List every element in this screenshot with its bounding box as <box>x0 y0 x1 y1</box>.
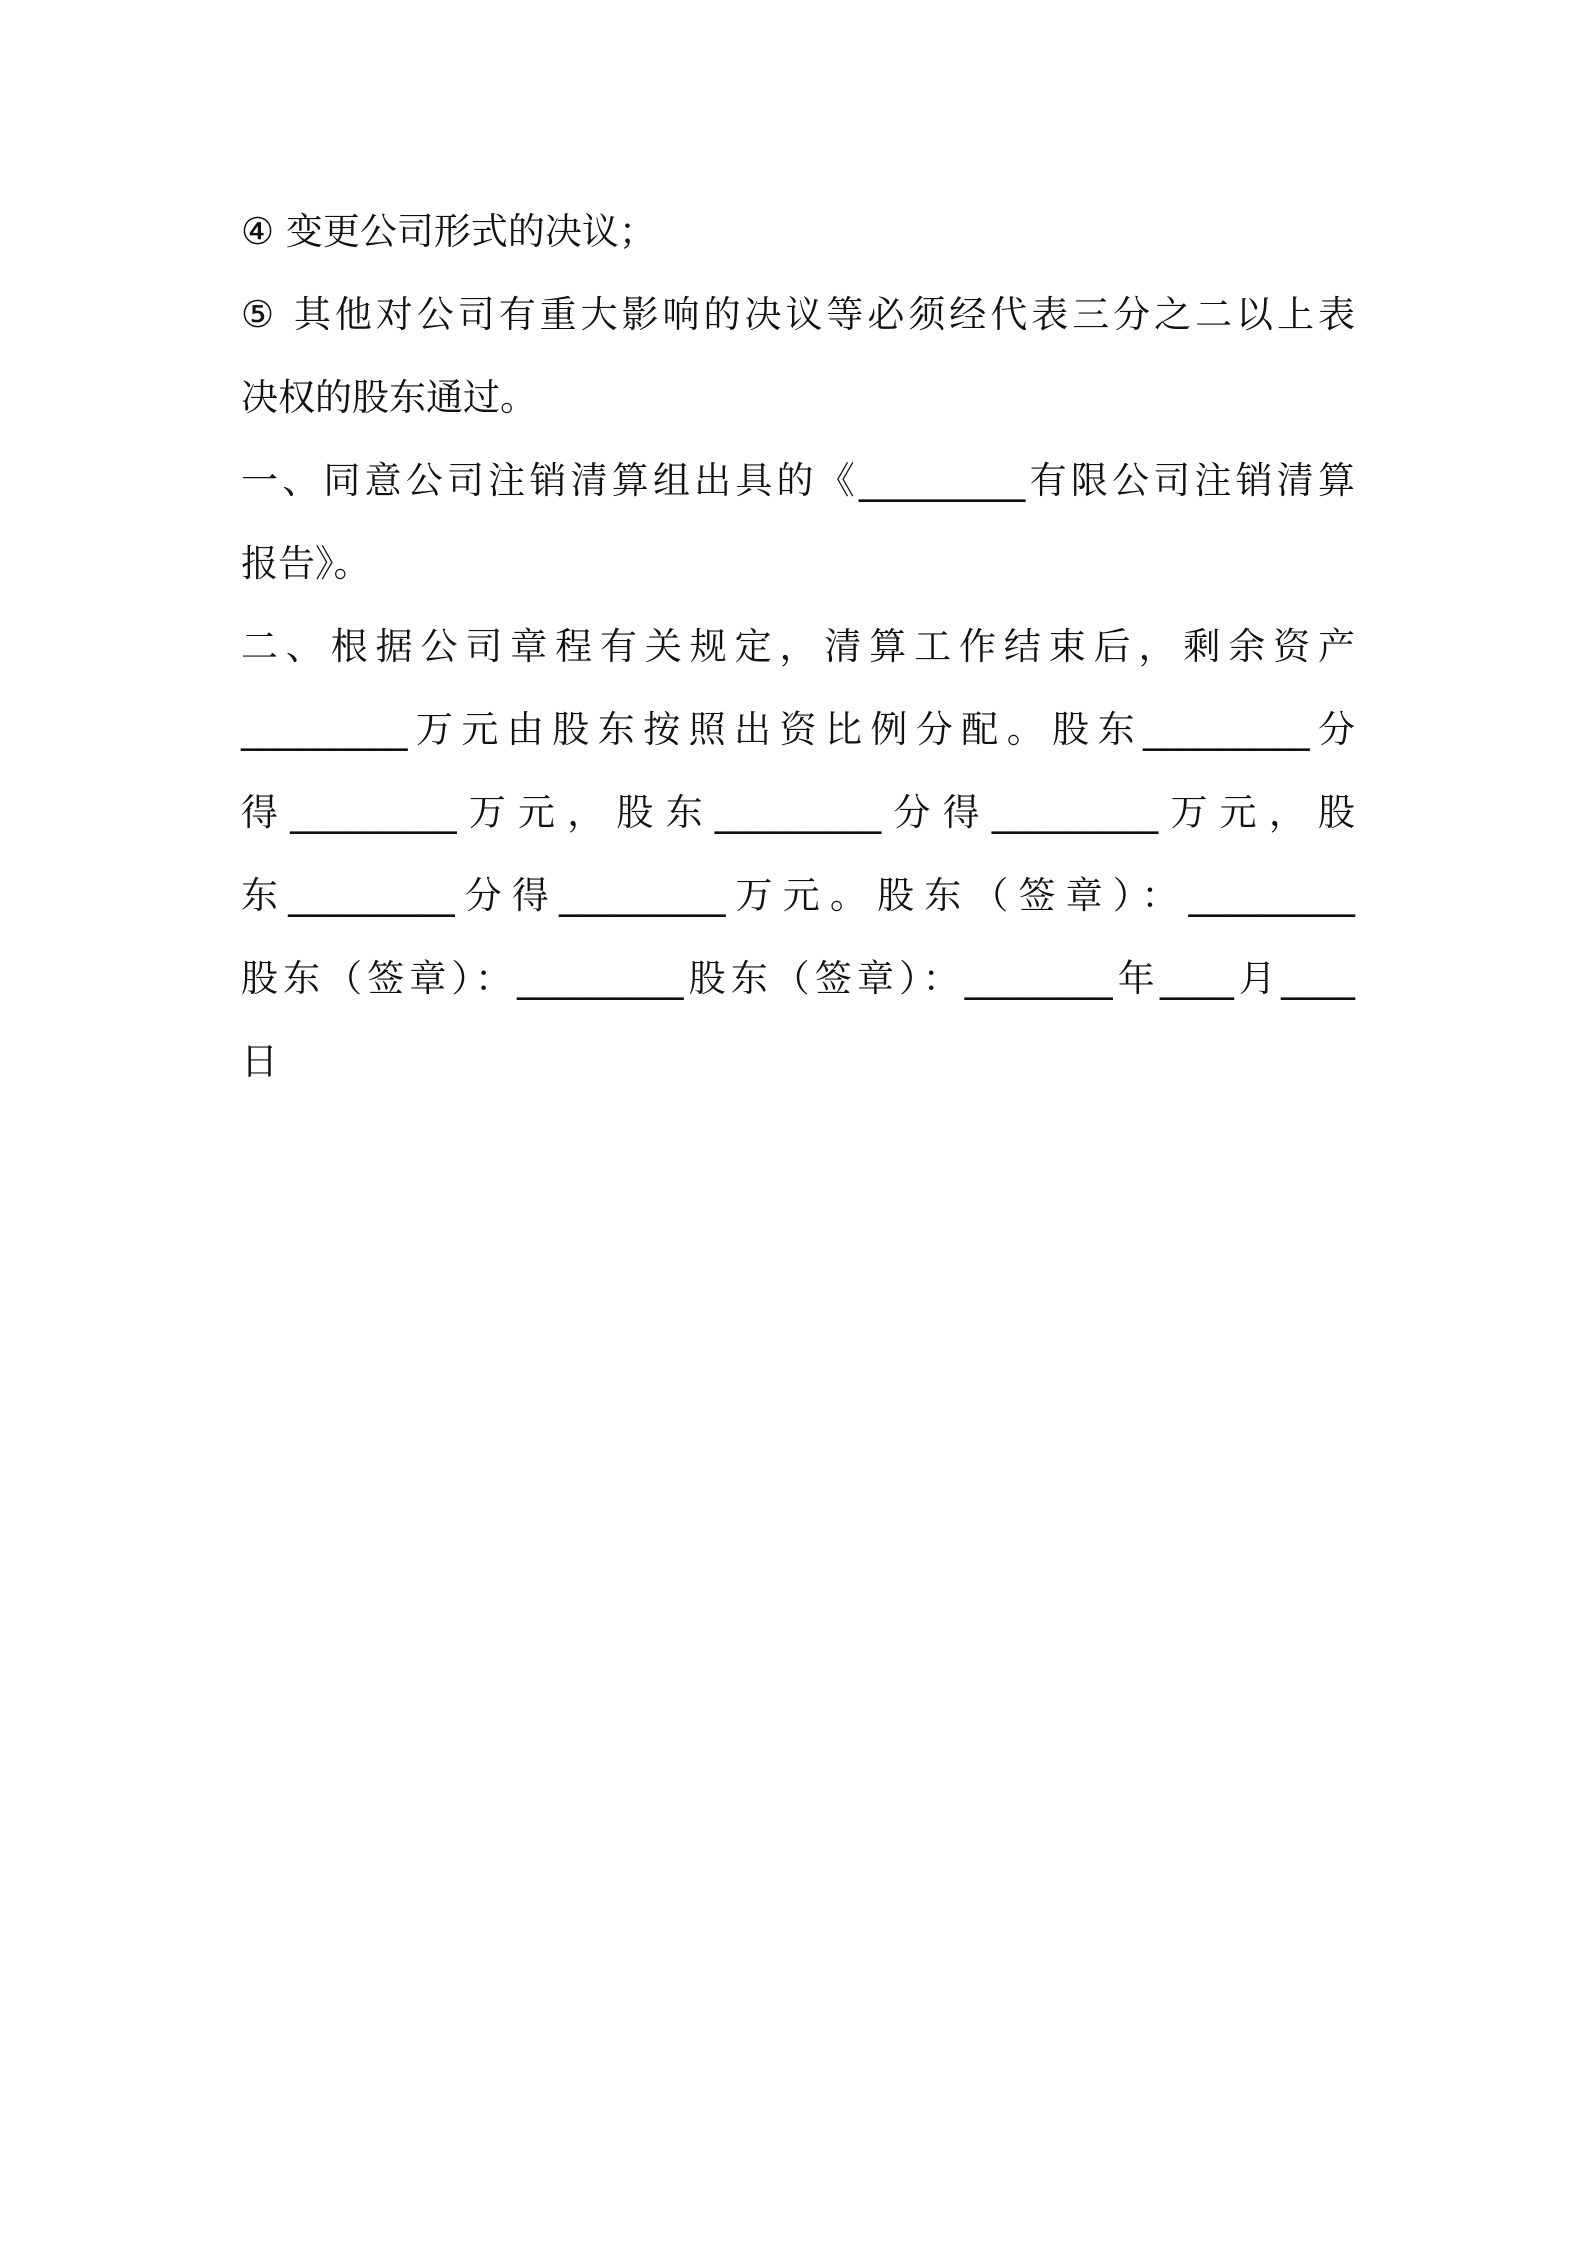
resolution-item-4: ④ 变更公司形式的决议； <box>241 210 656 253</box>
resolution-item-5-continued: 决权的股东通过。 <box>241 376 537 419</box>
clause-two-line-3: 得_________万元，股东_________分得_________万元，股 <box>241 791 1355 834</box>
clause-two: 二、根据公司章程有关规定，清算工作结束后，剩余资产 <box>241 625 1355 668</box>
document-body <box>241 190 1355 1103</box>
clause-one: 一、同意公司注销清算组出具的《_________有限公司注销清算 <box>241 459 1355 502</box>
clause-one-continued: 报告》。 <box>241 542 371 585</box>
signature-line: 股东（签章）：_________股东（签章）：________年____月____ <box>241 957 1355 1000</box>
date-day-label: 日 <box>241 1040 278 1083</box>
resolution-item-5: ⑤ 其他对公司有重大影响的决议等必须经代表三分之二以上表 <box>241 293 1355 336</box>
clause-two-line-2: _________万元由股东按照出资比例分配。股东_________分 <box>241 708 1355 751</box>
clause-two-line-4: 东_________分得_________万元。股东（签章）：_________ <box>241 874 1355 917</box>
